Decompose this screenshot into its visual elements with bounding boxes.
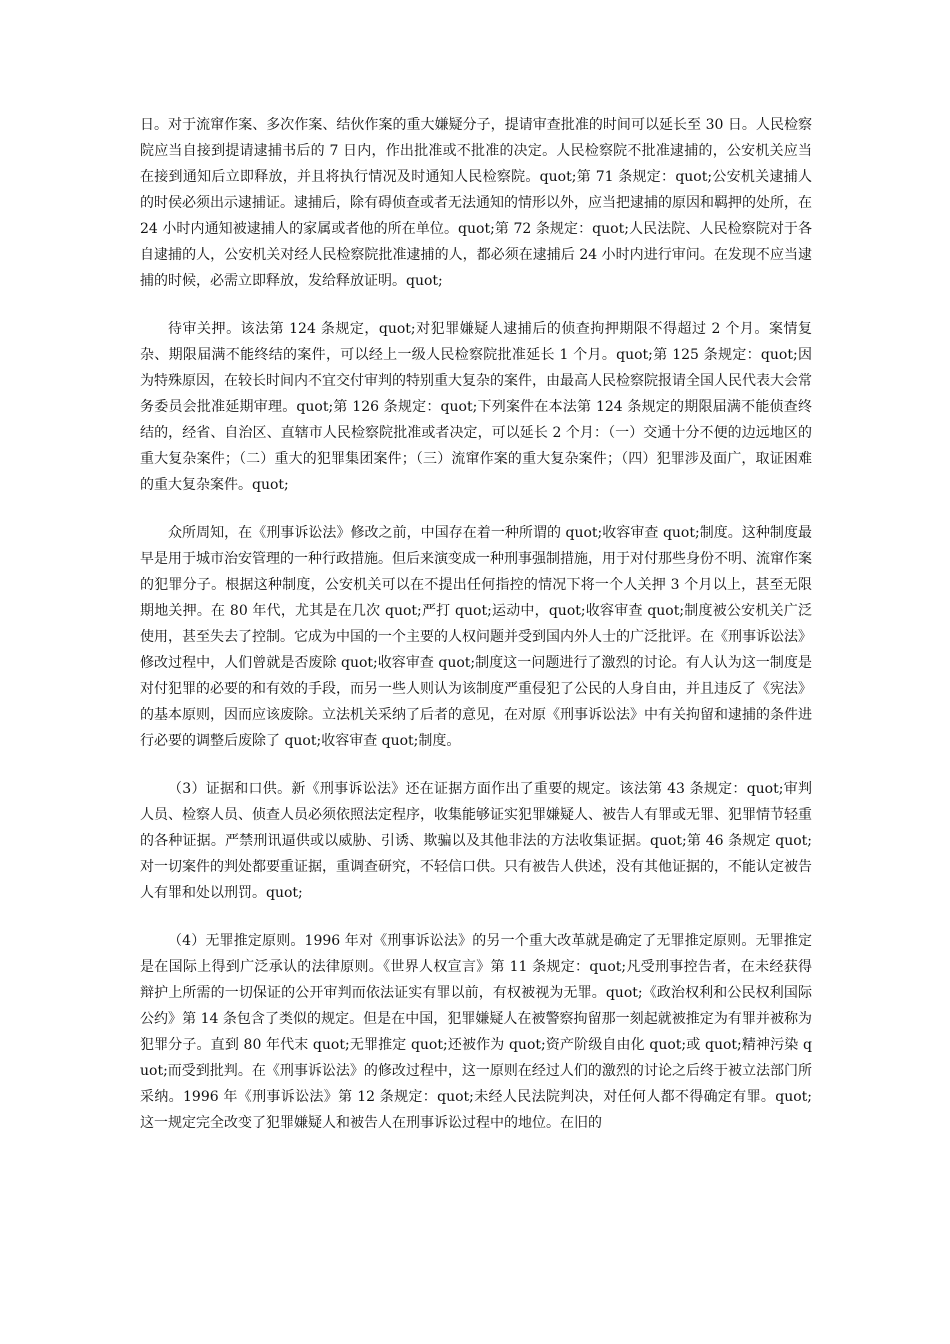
paragraph-evidence-confession: （3）证据和口供。新《刑事诉讼法》还在证据方面作出了重要的规定。该法第 43 条规定：quot;审判人员、检察人员、侦查人员必须依照法定程序，收集能够证实犯罪嫌疑人、被告人有罪或无罪、犯罪情节轻重的各种证据。严禁刑讯逼供或以威胁、引诱、欺骗以及其他非法的方法收集证据。quot;第 46 条规定 quot;对一切案件的判处都要重证据，重调查研究，不轻信口供。只有被告人供述，没有其他证据的，不能认定被告人有罪和处以刑罚。quot; (140, 781, 812, 901)
paragraph-presumption-innocence: （4）无罪推定原则。1996 年对《刑事诉讼法》的另一个重大改革就是确定了无罪推定原则。无罪推定是在国际上得到广泛承认的法律原则。《世界人权宣言》第 11 条规定：quot;凡受刑事控告者，在未经获得辩护上所需的一切保证的公开审判而依法证实有罪以前，有权被视为无罪。quot;《政治权利和公民权利国际公约》第 14 条包含了类似的规定。但是在中国，犯罪嫌疑人在被警察拘留那一刻起就被推定为有罪并被称为犯罪分子。直到 80 年代末 quot;无罪推定 quot;还被作为 quot;资产阶级自由化 quot;或 quot;精神污染 quot;而受到批判。在《刑事诉讼法》的修改过程中，这一原则在经过人们的激烈的讨论之后终于被立法部门所采纳。1996 年《刑事诉讼法》第 12 条规定：quot;未经人民法院判决，对任何人都不得确定有罪。quot;这一规定完全改变了犯罪嫌疑人和被告人在刑事诉讼过程中的地位。在旧的 (140, 933, 812, 1131)
paragraph-pretrial-detention: 待审关押。该法第 124 条规定，quot;对犯罪嫌疑人逮捕后的侦查拘押期限不得超过 2 个月。案情复杂、期限届满不能终结的案件，可以经上一级人民检察院批准延长 1 个月。quot;第 125 条规定：quot;因为特殊原因，在较长时间内不宜交付审判的特别重大复杂的案件，由最高人民检察院报请全国人民代表大会常务委员会批准延期审理。quot;第 126 条规定：quot;下列案件在本法第 124 条规定的期限届满不能侦查终结的，经省、自治区、直辖市人民检察院批准或者决定，可以延长 2 个月：（一）交通十分不便的边远地区的重大复杂案件；（二）重大的犯罪集团案件；（三）流窜作案的重大复杂案件；（四）犯罪涉及面广，取证困难的重大复杂案件。quot; (140, 321, 812, 493)
paragraph-arrest-approval: 日。对于流窜作案、多次作案、结伙作案的重大嫌疑分子，提请审查批准的时间可以延长至 30 日。人民检察院应当自接到提请逮捕书后的 7 日内，作出批准或不批准的决定。人民检察院不批准逮捕的，公安机关应当在接到通知后立即释放，并且将执行情况及时通知人民检察院。quot;第 71 条规定：quot;公安机关逮捕人的时侯必须出示逮捕证。逮捕后，除有碍侦查或者无法通知的情形以外，应当把逮捕的原因和羁押的处所，在 24 小时内通知被逮捕人的家属或者他的所在单位。quot;第 72 条规定：quot;人民法院、人民检察院对于各自逮捕的人，公安机关对经人民检察院批准逮捕的人，都必须在逮捕后 24 小时内进行审问。在发现不应当逮捕的时候，必需立即释放，发给释放证明。quot; (140, 117, 812, 289)
document-page (140, 112, 812, 1136)
paragraph-custody-review: 众所周知，在《刑事诉讼法》修改之前，中国存在着一种所谓的 quot;收容审查 quot;制度。这种制度最早是用于城市治安管理的一种行政措施。但后来演变成一种刑事强制措施，用于对付那些身份不明、流窜作案的犯罪分子。根据这种制度，公安机关可以在不提出任何指控的情况下将一个人关押 3 个月以上，甚至无限期地关押。在 80 年代，尤其是在几次 quot;严打 quot;运动中，quot;收容审查 quot;制度被公安机关广泛使用，甚至失去了控制。它成为中国的一个主要的人权问题并受到国内外人士的广泛批评。在《刑事诉讼法》修改过程中，人们曾就是否废除 quot;收容审查 quot;制度这一问题进行了激烈的讨论。有人认为这一制度是对付犯罪的必要的和有效的手段，而另一些人则认为该制度严重侵犯了公民的人身自由，并且违反了《宪法》的基本原则，因而应该废除。立法机关采纳了后者的意见，在对原《刑事诉讼法》中有关拘留和逮捕的条件进行必要的调整后废除了 quot;收容审查 quot;制度。 (140, 525, 812, 749)
